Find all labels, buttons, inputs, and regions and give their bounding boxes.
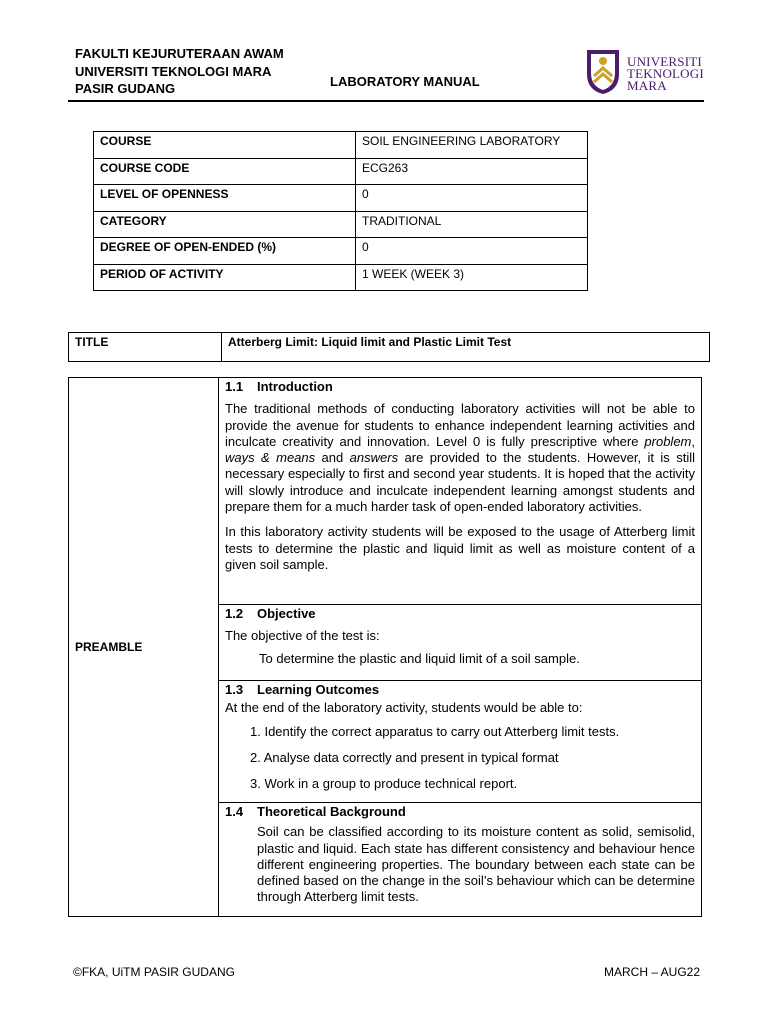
text-run: , [691,433,695,449]
info-label: CATEGORY [94,211,356,238]
university-name: UNIVERSITI TEKNOLOGI MARA [75,63,272,79]
objective-lead: The objective of the test is: [225,628,380,644]
intro-paragraph [225,401,695,515]
logo-line: UNIVERSITI [627,54,702,69]
info-value: 0 [356,238,588,265]
objective-item: To determine the plastic and liquid limit of a soil sample. [259,650,580,666]
footer-copyright: ©FKA, UiTM PASIR GUDANG [73,965,235,979]
title-table [68,332,710,362]
document-type: LABORATORY MANUAL [330,74,480,89]
table-row [94,238,588,265]
uitm-logo [583,46,708,98]
list-item: 2. Analyse data correctly and present in typical format [250,749,559,765]
intro-paragraph: In this laboratory activity students will be exposed to the usage of Atterberg limit tests to determine the plastic and liquid limit as well as moisture content of a given soil sample. [225,524,695,572]
table-row [94,132,588,159]
section-number: 1.4 [225,804,244,819]
theory-paragraph: Soil can be classified according to its moisture content as solid, semisolid, plastic and liquid. Each state has different consistency and behaviour hence different engineering properties. The boundary between each state can be defined based on the change in the soil’s behaviour which can be determine through Atterberg limit tests. [257,824,695,905]
list-item: 1. Identify the correct apparatus to carry out Atterberg limit tests. [250,723,620,739]
info-label: DEGREE OF OPEN-ENDED (%) [94,238,356,265]
info-label: COURSE CODE [94,158,356,185]
section-heading [225,804,695,820]
faculty-header [75,45,284,98]
table-row [69,333,710,362]
logo-wordmark [627,56,704,92]
table-row [94,185,588,212]
title-value: Atterberg Limit: Liquid limit and Plastic Limit Test [222,333,710,362]
outcomes-lead: At the end of the laboratory activity, students would be able to: [225,700,583,716]
section-title: Learning Outcomes [257,682,380,697]
theoretical-background-section [219,803,702,917]
section-title: Objective [257,606,316,621]
info-value: 0 [356,185,588,212]
title-label: TITLE [69,333,222,362]
preamble-table [68,377,702,917]
logo-line: MARA [627,78,667,93]
table-row [94,211,588,238]
section-heading [225,606,695,622]
emphasis: ways & means [225,450,316,466]
introduction-section [219,378,702,605]
table-row [94,158,588,185]
section-number: 1.3 [225,682,244,697]
info-value: ECG263 [356,158,588,185]
list-item: 3. Work in a group to produce technical report. [250,775,518,791]
emphasis: problem [644,433,692,449]
section-heading [225,682,695,698]
section-number: 1.2 [225,606,244,621]
info-label: COURSE [94,132,356,159]
preamble-label: PREAMBLE [69,378,219,917]
section-number: 1.1 [225,379,244,394]
text-run: and [315,450,350,466]
section-heading [225,379,695,395]
emphasis: answers [349,450,399,466]
logo-line: TEKNOLOGI [627,66,704,81]
info-label: PERIOD OF ACTIVITY [94,264,356,291]
uitm-crest-icon [583,46,623,96]
info-value: TRADITIONAL [356,211,588,238]
table-row [94,264,588,291]
learning-outcomes-section [219,681,702,803]
info-label: LEVEL OF OPENNESS [94,185,356,212]
section-title: Theoretical Background [257,804,406,819]
header-divider [68,100,704,102]
text-run: The traditional methods of conducting laboratory activities will not be able to provide the avenue for students to enhance independent learning activities and inculcate creativity and innovation. Level 0 is fully prescriptive where [225,401,695,449]
objective-section [219,605,702,681]
table-row [69,378,702,605]
section-title: Introduction [257,379,333,394]
info-value: 1 WEEK (WEEK 3) [356,264,588,291]
footer-session: MARCH – AUG22 [604,965,701,979]
campus-name: PASIR GUDANG [75,81,176,96]
text-run: are provided to the students. However, it is still necessary especially to first and second year students. It is hoped that the activity will slowly introduce and inculcate independent learning amongst students and prepare them for a much harder task of open-ended laboratory activities. [225,450,695,515]
info-value: SOIL ENGINEERING LABORATORY [356,132,588,159]
course-info-table [93,131,588,291]
faculty-name: FAKULTI KEJURUTERAAN AWAM [75,46,284,61]
